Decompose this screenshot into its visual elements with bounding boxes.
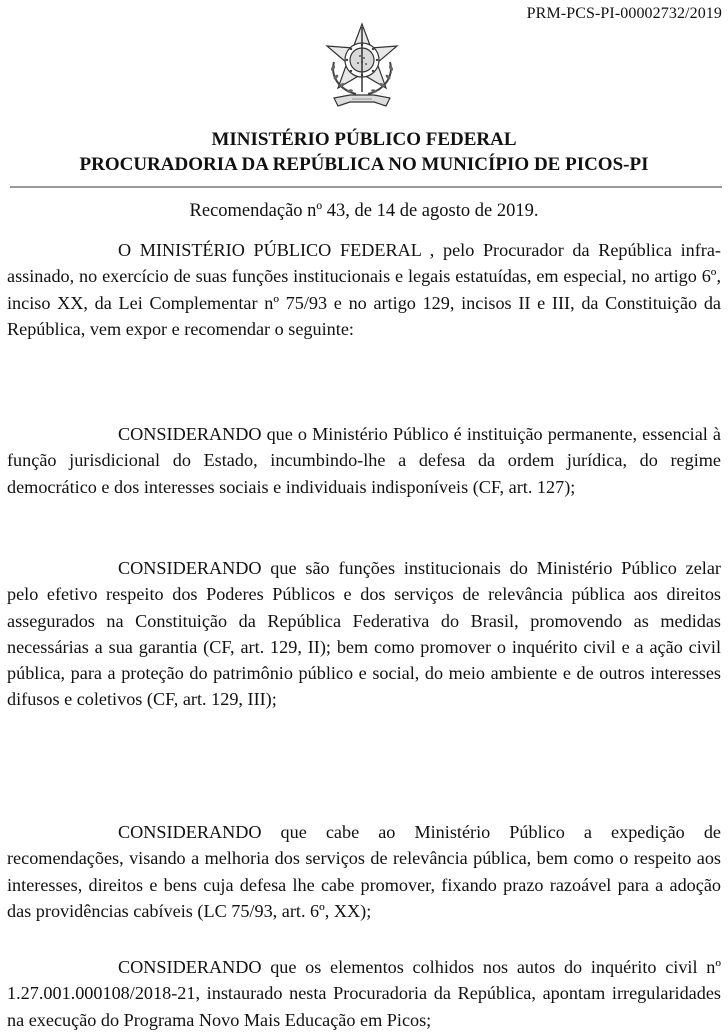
paragraph-considerando-2: CONSIDERANDO que são funções institucionais do Ministério Público zelar pelo efetivo respeito dos Poderes Públicos e dos serviços de relevância pública aos direitos assegurados na Constituição da República Federativa do Brasil, promovendo as medidas necessárias a sua garantia (CF, art. 129, II); bem como promover o inquérito civil e a ação civil pública, para a proteção do patrimônio público e social, do meio ambiente e de outros interesses difusos e coletivos (CF, art. 129, III); xyxy=(7,558,721,710)
document-id: PRM-PCS-PI-00002732/2019 xyxy=(526,5,722,22)
header-divider xyxy=(10,186,722,188)
paragraph-considerando-4: CONSIDERANDO que os elementos colhidos nos autos do inquérito civil nº 1.27.001.000108/2018-21, instaurado nesta Procuradoria da República, apontam irregularidades na execução do Programa Novo Mais Educação em Picos; xyxy=(7,957,721,1030)
paragraph-considerando-3: CONSIDERANDO que cabe ao Ministério Público a expedição de recomendações, visando a melhoria dos serviços de relevância pública, bem como o respeito aos interesses, direitos e bens cuja defesa lhe cabe promover, fixando prazo razoável para a adoção das providências cabíveis (LC 75/93, art. 6º, XX); xyxy=(7,822,721,921)
paragraph-intro: O MINISTÉRIO PÚBLICO FEDERAL , pelo Procurador da República infra-assinado, no exercício de suas funções institucionais e legais estatuídas, em especial, no artigo 6º, inciso XX, da Lei Complementar nº 75/93 e no artigo 129, incisos II e III, da Constituição da República, vem expor e recomendar o seguinte: xyxy=(7,240,721,339)
paragraph-considerando-1: CONSIDERANDO que o Ministério Público é instituição permanente, essencial à função jurisdicional do Estado, incumbindo-lhe a defesa da ordem jurídica, do regime democrático e dos interesses sociais e individuais indisponíveis (CF, art. 127); xyxy=(7,424,721,497)
office-title: PROCURADORIA DA REPÚBLICA NO MUNICÍPIO DE PICOS-PI xyxy=(79,154,649,175)
ministry-title: MINISTÉRIO PÚBLICO FEDERAL xyxy=(211,129,517,150)
coat-of-arms-emblem xyxy=(320,22,404,110)
recommendation-title: Recomendação nº 43, de 14 de agosto de 2019. xyxy=(189,201,539,221)
